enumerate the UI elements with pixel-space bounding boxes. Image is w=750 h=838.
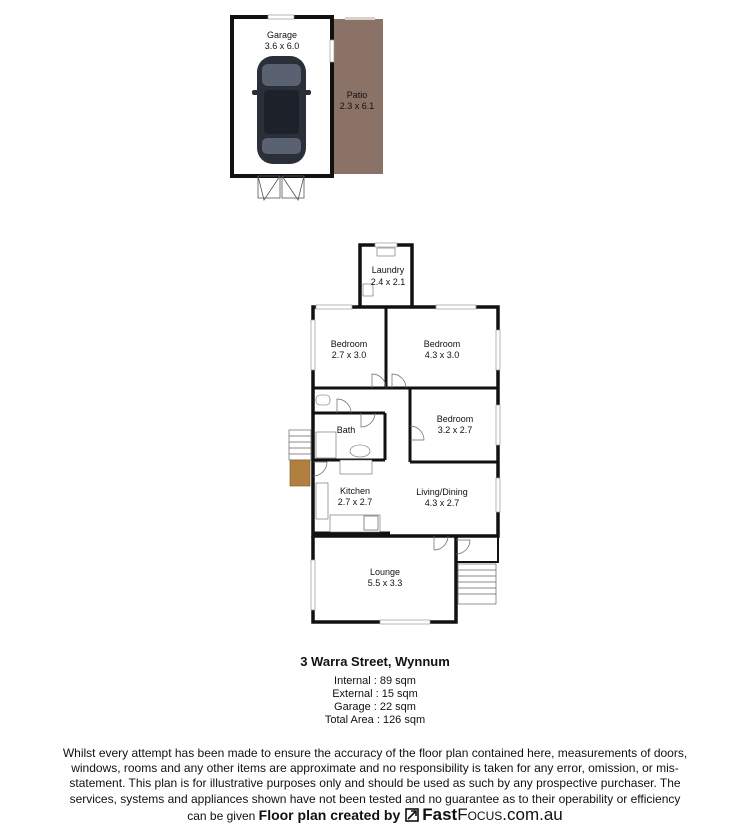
patio-dims: 2.3 x 6.1 (339, 101, 375, 111)
window (316, 305, 352, 309)
garage-window-side (330, 40, 334, 62)
sink-icon (377, 248, 395, 256)
total-area: Total Area : 126 sqm (324, 714, 426, 726)
car-icon (252, 56, 311, 164)
property-address: 3 Warra Street, Wynnum (300, 654, 450, 669)
brand-fast: Fast (422, 804, 458, 824)
lounge-label: Lounge (369, 567, 401, 577)
garage-label: Garage (266, 30, 298, 40)
bath-label: Bath (336, 425, 356, 435)
front-stairs-icon (458, 564, 496, 604)
window (311, 560, 315, 610)
brand-domain: .com.au (502, 804, 563, 824)
patio-label: Patio (346, 90, 368, 100)
lounge-dims: 5.5 x 3.3 (367, 578, 403, 588)
window (496, 405, 500, 445)
plan-credit (258, 804, 563, 824)
brand-focus: Focus (457, 804, 503, 824)
kitchen-dims: 2.7 x 2.7 (337, 497, 373, 507)
internal-area: Internal : 89 sqm (334, 675, 416, 687)
garage-building (232, 15, 383, 200)
door-swing (410, 426, 424, 440)
bedroom3-dims: 3.2 x 2.7 (437, 425, 473, 435)
bedroom1-label: Bedroom (330, 339, 368, 349)
fastfocus-logo-icon (405, 808, 419, 825)
disclaimer-block (60, 746, 690, 825)
side-stairs-icon (289, 430, 311, 486)
brand-name (422, 805, 563, 824)
credit-prefix: Floor plan created by (258, 806, 401, 823)
garage-dims: 3.6 x 6.0 (264, 41, 300, 51)
living-label: Living/Dining (416, 487, 468, 497)
window (496, 330, 500, 370)
vanity-icon (340, 460, 372, 474)
door-swing (337, 399, 351, 413)
shower-icon (316, 432, 336, 458)
door-swing (434, 536, 448, 550)
fridge-icon (316, 483, 328, 519)
patio-window-top (345, 17, 375, 20)
disclaimer-text: Whilst every attempt has been made to ensure the accuracy of the floor plan contained here, measurements of doors, windows, rooms and any other items are approximate and no responsibility is taken for any error, omission, or mis-statement. This plan is for illustrative purposes only and should be used as such by any prospective purchaser. The services, systems and appliances shown have not been tested and no guarantee as to their operability or efficiency can be given (62, 746, 688, 823)
area-summary (0, 675, 750, 727)
external-area: External : 15 sqm (332, 688, 418, 700)
laundry-dims: 2.4 x 2.1 (370, 277, 406, 287)
living-dims: 4.3 x 2.7 (424, 498, 460, 508)
toilet-icon (316, 395, 330, 405)
window (436, 305, 476, 309)
bedroom2-dims: 4.3 x 3.0 (424, 350, 460, 360)
window (496, 478, 500, 512)
basin-icon (350, 445, 370, 457)
kitchen-label: Kitchen (339, 486, 371, 496)
garage-area: Garage : 22 sqm (334, 701, 416, 713)
door-swing (392, 374, 406, 388)
garage-window-top (268, 15, 294, 19)
window (380, 620, 430, 624)
bedroom1-dims: 2.7 x 3.0 (331, 350, 367, 360)
door-swing (372, 374, 386, 388)
door-swing (313, 462, 327, 476)
door-swing (456, 540, 470, 554)
laundry-room (360, 243, 412, 307)
window (311, 320, 315, 370)
cooktop-icon (364, 516, 378, 530)
bedroom2-label: Bedroom (423, 339, 461, 349)
door-swing (361, 413, 375, 427)
laundry-label: Laundry (371, 265, 405, 275)
bedroom3-label: Bedroom (436, 414, 474, 424)
garage-door-icon (258, 176, 304, 200)
